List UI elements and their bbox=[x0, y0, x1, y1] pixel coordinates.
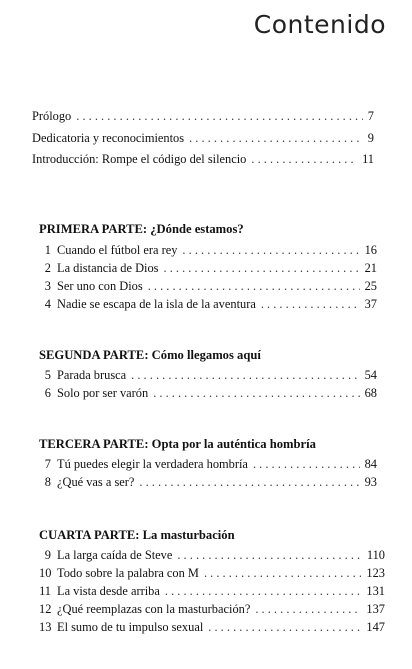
chapter-page: 16 bbox=[364, 243, 377, 257]
chapter-title: Parada brusca bbox=[57, 368, 127, 382]
chapter-page: 93 bbox=[364, 475, 377, 489]
chapter-number: 9 bbox=[44, 548, 51, 562]
chapter-page: 110 bbox=[366, 548, 385, 562]
chapter-title: Todo sobre la palabra con M bbox=[57, 566, 199, 580]
chapter-title: Ser uno con Dios bbox=[57, 279, 143, 293]
chapter-entry bbox=[39, 565, 385, 581]
toc-entry-title: Dedicatoria y reconocimientos bbox=[32, 131, 185, 145]
chapter-number: 13 bbox=[39, 620, 52, 634]
dot-leader bbox=[148, 278, 360, 294]
chapter-page: 84 bbox=[364, 457, 377, 471]
chapter-page: 25 bbox=[364, 279, 377, 293]
chapter-entry bbox=[39, 367, 377, 383]
toc-entry-page: 9 bbox=[367, 131, 374, 145]
chapter-entry bbox=[39, 278, 377, 294]
dot-leader bbox=[139, 474, 359, 490]
chapter-number: 12 bbox=[39, 602, 52, 616]
dot-leader bbox=[164, 260, 360, 276]
chapter-number: 6 bbox=[44, 386, 51, 400]
dot-leader bbox=[189, 130, 363, 146]
dot-leader bbox=[153, 385, 359, 401]
chapter-page: 68 bbox=[364, 386, 377, 400]
chapter-number: 2 bbox=[44, 261, 51, 275]
chapter-page: 147 bbox=[366, 620, 385, 634]
chapter-entry bbox=[39, 619, 385, 635]
toc-entry-title: Prólogo bbox=[32, 109, 72, 123]
dot-leader bbox=[131, 367, 359, 383]
chapter-title: Nadie se escapa de la isla de la aventura bbox=[57, 297, 256, 311]
chapter-page: 54 bbox=[364, 368, 377, 382]
toc-entry-dedicatoria bbox=[32, 130, 374, 146]
chapter-entry bbox=[39, 547, 385, 563]
toc-entry-title: Introducción: Rompe el código del silencio bbox=[32, 152, 247, 166]
chapter-entry bbox=[39, 260, 377, 276]
chapter-title: Tú puedes elegir la verdadera hombría bbox=[57, 457, 248, 471]
chapter-entry bbox=[39, 601, 385, 617]
chapter-page: 21 bbox=[364, 261, 377, 275]
chapter-entry bbox=[39, 242, 377, 258]
part-heading-primera: PRIMERA PARTE: ¿Dónde estamos? bbox=[39, 222, 244, 236]
chapter-title: ¿Qué vas a ser? bbox=[57, 475, 135, 489]
dot-leader bbox=[182, 242, 359, 258]
chapter-title: Cuando el fútbol era rey bbox=[57, 243, 178, 257]
toc-entry-page: 7 bbox=[367, 109, 374, 123]
chapter-number: 4 bbox=[44, 297, 51, 311]
chapter-entry bbox=[39, 296, 377, 312]
chapter-entry bbox=[39, 456, 377, 472]
chapter-title: La distancia de Dios bbox=[57, 261, 159, 275]
dot-leader bbox=[76, 108, 363, 124]
chapter-page: 123 bbox=[366, 566, 385, 580]
chapter-title: ¿Qué reemplazas con la masturbación? bbox=[57, 602, 251, 616]
chapter-entry bbox=[39, 474, 377, 490]
chapter-entry bbox=[39, 385, 377, 401]
toc-entry-prologo bbox=[32, 108, 374, 124]
chapter-title: El sumo de tu impulso sexual bbox=[57, 620, 204, 634]
chapter-page: 131 bbox=[366, 584, 385, 598]
chapter-number: 3 bbox=[44, 279, 51, 293]
toc-entry-page: 11 bbox=[362, 152, 374, 166]
chapter-number: 8 bbox=[44, 475, 51, 489]
chapter-title: La vista desde arriba bbox=[57, 584, 160, 598]
toc-entry-introduccion bbox=[32, 151, 374, 167]
chapter-title: Solo por ser varón bbox=[57, 386, 149, 400]
dot-leader bbox=[208, 619, 361, 635]
dot-leader bbox=[255, 601, 361, 617]
chapter-number: 7 bbox=[44, 457, 51, 471]
page-title: Contenido bbox=[253, 10, 386, 39]
chapter-number: 5 bbox=[44, 368, 51, 382]
chapter-entry bbox=[39, 583, 385, 599]
part-heading-segunda: SEGUNDA PARTE: Cómo llegamos aquí bbox=[39, 348, 261, 362]
chapter-page: 37 bbox=[364, 297, 377, 311]
dot-leader bbox=[251, 151, 357, 167]
dot-leader bbox=[165, 583, 362, 599]
chapter-number: 11 bbox=[39, 584, 51, 598]
dot-leader bbox=[261, 296, 360, 312]
chapter-number: 10 bbox=[39, 566, 52, 580]
dot-leader bbox=[177, 547, 362, 563]
dot-leader bbox=[204, 565, 361, 581]
part-heading-tercera: TERCERA PARTE: Opta por la auténtica hombría bbox=[39, 437, 316, 451]
dot-leader bbox=[253, 456, 360, 472]
chapter-page: 137 bbox=[366, 602, 385, 616]
chapter-title: La larga caída de Steve bbox=[57, 548, 173, 562]
chapter-number: 1 bbox=[44, 243, 51, 257]
part-heading-cuarta: CUARTA PARTE: La masturbación bbox=[39, 528, 235, 542]
